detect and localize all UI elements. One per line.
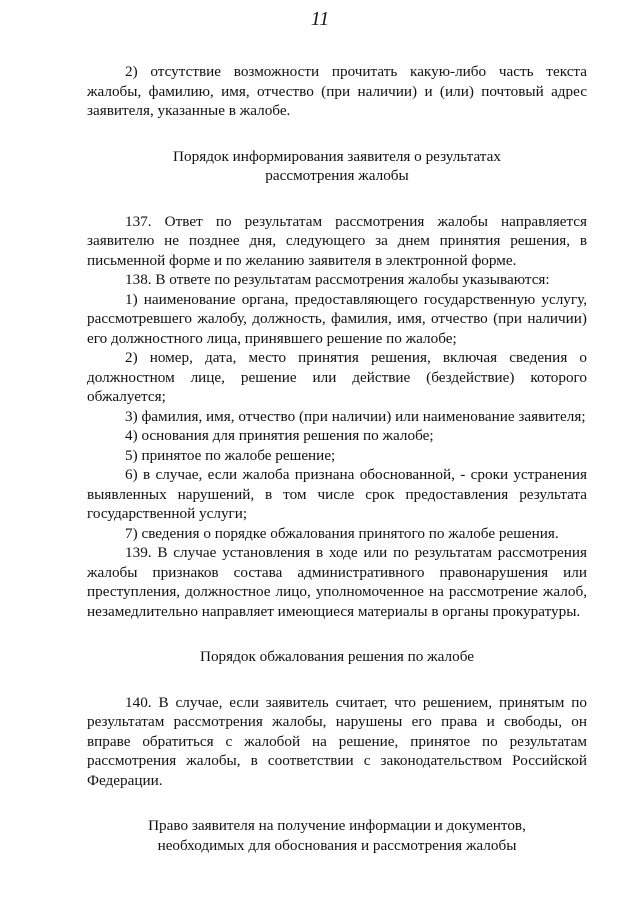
list-item-7: 7) сведения о порядке обжалования принятого по жалобе решения. xyxy=(125,524,559,542)
paragraph-item-2: 2) отсутствие возможности прочитать какую-либо часть текста жалобы, фамилию, имя, отчество (при наличии) и (или) почтовый адрес заявителя, указанные в жалобе. xyxy=(87,63,587,119)
paragraph-140: 140. В случае, если заявитель считает, что решением, принятым по результатам рассмотрения жалобы, нарушены его права и свободы, он вправе обратиться с жалобой на решение, принятое по результатам рассмотрения жалобы, в соответствии с законодательством Российской Федерации. xyxy=(87,693,587,789)
section-heading-informing xyxy=(87,147,587,186)
list-item-1: 1) наименование органа, предоставляющего государственную услугу, рассмотревшего жалобу, должность, фамилия, имя, отчество (при наличии) его должностного лица, принявшего решение по жалобе; xyxy=(87,290,587,347)
list-item-2: 2) номер, дата, место принятия решения, включая сведения о должностном лице, решение или действие (бездействие) которого обжалуется; xyxy=(87,349,587,405)
list-item-6: 6) в случае, если жалоба признана обоснованной, - сроки устранения выявленных нарушений, в том числе срок предоставления результата государственной услуги; xyxy=(87,466,587,522)
heading-line: необходимых для обоснования и рассмотрения жалобы xyxy=(157,836,517,854)
paragraph-138: 138. В ответе по результатам рассмотрения жалобы указываются: xyxy=(125,271,550,288)
section-heading-right-to-info xyxy=(87,816,587,855)
heading-line: Право заявителя на получение информации и документов, xyxy=(148,817,526,834)
heading-line: рассмотрения жалобы xyxy=(265,167,409,184)
paragraph-139: 139. В случае установления в ходе или по результатам рассмотрения жалобы признаков состава административного правонарушения или преступления, должностное лицо, уполномоченное на рассмотрение жалоб, незамедлительно направляет имеющиеся материалы в органы прокуратуры. xyxy=(87,544,587,620)
document-body xyxy=(87,62,587,855)
list-item-4: 4) основания для принятия решения по жалобе; xyxy=(125,427,434,444)
heading-line: Порядок обжалования решения по жалобе xyxy=(199,648,474,665)
section-heading-appeal xyxy=(87,647,587,667)
paragraph-137: 137. Ответ по результатам рассмотрения жалобы направляется заявителю не позднее дня, следующего за днем принятия решения, в письменной форме и по желанию заявителя в электронной форме. xyxy=(87,212,587,269)
list-item-5: 5) принятое по жалобе решение; xyxy=(125,446,336,464)
list-item-3: 3) фамилия, имя, отчество (при наличии) или наименование заявителя; xyxy=(125,407,586,425)
page-number: 11 xyxy=(310,8,330,30)
heading-line: Порядок информирования заявителя о результатах xyxy=(173,147,501,165)
